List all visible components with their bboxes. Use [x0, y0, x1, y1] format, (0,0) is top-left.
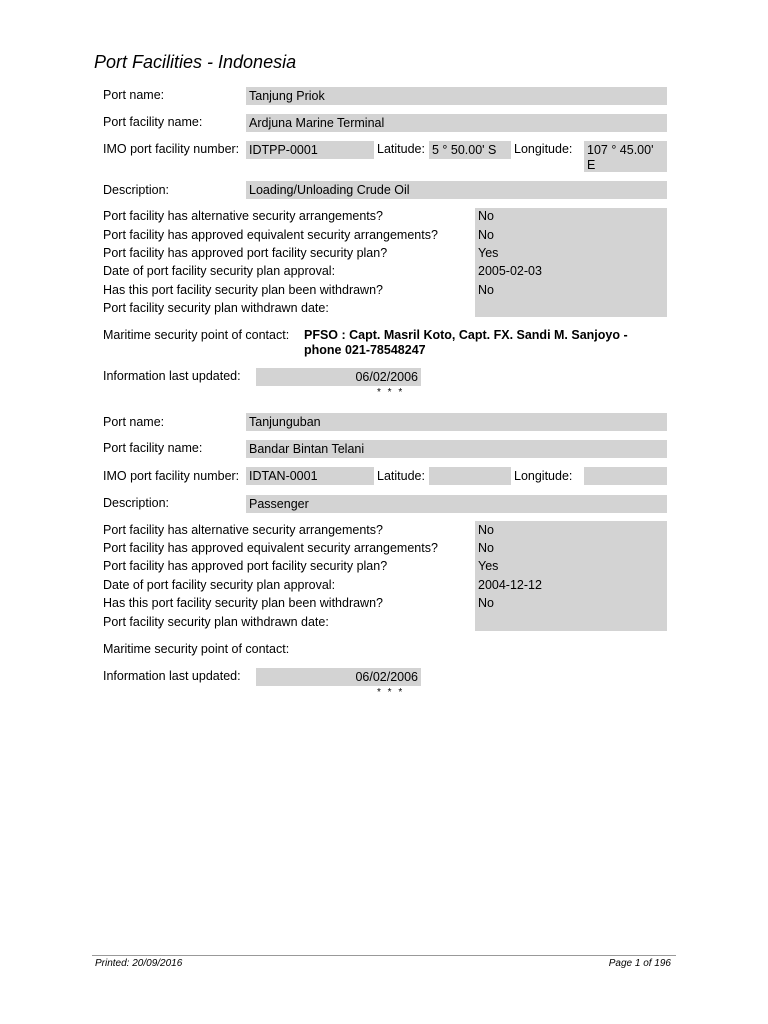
- facility-name-value: Ardjuna Marine Terminal: [246, 114, 667, 132]
- plan-approval-date-label: Date of port facility security plan approval:: [103, 578, 336, 592]
- security-answers-box: [475, 208, 667, 317]
- equiv-security-value: No: [478, 228, 494, 242]
- facility-name-label: Port facility name:: [103, 441, 203, 455]
- latitude-label: Latitude:: [377, 142, 425, 156]
- contact-label: Maritime security point of contact:: [103, 328, 290, 342]
- security-plan-value: Yes: [478, 559, 499, 573]
- alt-security-value: No: [478, 523, 494, 537]
- description-value: Passenger: [246, 495, 667, 513]
- printed-date: Printed: 20/09/2016: [95, 958, 183, 969]
- contact-label: Maritime security point of contact:: [103, 642, 290, 656]
- facility-name-label: Port facility name:: [103, 115, 203, 129]
- description-label: Description:: [103, 496, 169, 510]
- facility-name-value: Bandar Bintan Telani: [246, 440, 667, 458]
- alt-security-label: Port facility has alternative security arrangements?: [103, 209, 383, 223]
- longitude-label: Longitude:: [514, 469, 573, 483]
- plan-withdrawn-date-label: Port facility security plan withdrawn date:: [103, 301, 329, 315]
- equiv-security-label: Port facility has approved equivalent security arrangements?: [103, 228, 438, 242]
- imo-number-label: IMO port facility number:: [103, 142, 240, 156]
- plan-withdrawn-value: No: [478, 596, 494, 610]
- last-updated-label: Information last updated:: [103, 669, 241, 683]
- plan-withdrawn-value: No: [478, 283, 494, 297]
- last-updated-value: 06/02/2006: [256, 368, 421, 386]
- plan-approval-date-label: Date of port facility security plan approval:: [103, 264, 336, 278]
- equiv-security-label: Port facility has approved equivalent security arrangements?: [103, 541, 438, 555]
- alt-security-value: No: [478, 209, 494, 223]
- imo-number-value: IDTPP-0001: [246, 141, 374, 159]
- description-value: Loading/Unloading Crude Oil: [246, 181, 667, 199]
- port-name-value: Tanjung Priok: [246, 87, 667, 105]
- plan-withdrawn-label: Has this port facility security plan been withdrawn?: [103, 283, 383, 297]
- page-title: Port Facilities - Indonesia: [94, 52, 297, 72]
- longitude-value: [584, 467, 667, 485]
- latitude-value: [429, 467, 511, 485]
- record-separator: * * *: [377, 387, 405, 398]
- port-name-label: Port name:: [103, 88, 165, 102]
- page-number: Page 1 of 196: [608, 958, 671, 969]
- security-plan-value: Yes: [478, 246, 499, 260]
- security-plan-label: Port facility has approved port facility security plan?: [103, 246, 388, 260]
- port-name-label: Port name:: [103, 415, 165, 429]
- latitude-label: Latitude:: [377, 469, 425, 483]
- plan-withdrawn-date-label: Port facility security plan withdrawn date:: [103, 615, 329, 629]
- footer-divider: [92, 955, 676, 956]
- last-updated-value: 06/02/2006: [256, 668, 421, 686]
- last-updated-label: Information last updated:: [103, 369, 241, 383]
- port-name-value: Tanjunguban: [246, 413, 667, 431]
- security-answers-box: [475, 521, 667, 631]
- longitude-value: 107 ° 45.00' E: [584, 141, 667, 172]
- alt-security-label: Port facility has alternative security arrangements?: [103, 523, 383, 537]
- record-separator: * * *: [377, 687, 405, 698]
- longitude-label: Longitude:: [514, 142, 573, 156]
- imo-number-value: IDTAN-0001: [246, 467, 374, 485]
- equiv-security-value: No: [478, 541, 494, 555]
- plan-approval-date-value: 2005-02-03: [478, 264, 542, 278]
- contact-value: PFSO : Capt. Masril Koto, Capt. FX. Sandi M. Sanjoyo - phone 021-78548247: [304, 328, 628, 357]
- imo-number-label: IMO port facility number:: [103, 469, 240, 483]
- plan-withdrawn-label: Has this port facility security plan been withdrawn?: [103, 596, 383, 610]
- security-plan-label: Port facility has approved port facility security plan?: [103, 559, 388, 573]
- latitude-value: 5 ° 50.00' S: [429, 141, 511, 159]
- description-label: Description:: [103, 183, 169, 197]
- plan-approval-date-value: 2004-12-12: [478, 578, 542, 592]
